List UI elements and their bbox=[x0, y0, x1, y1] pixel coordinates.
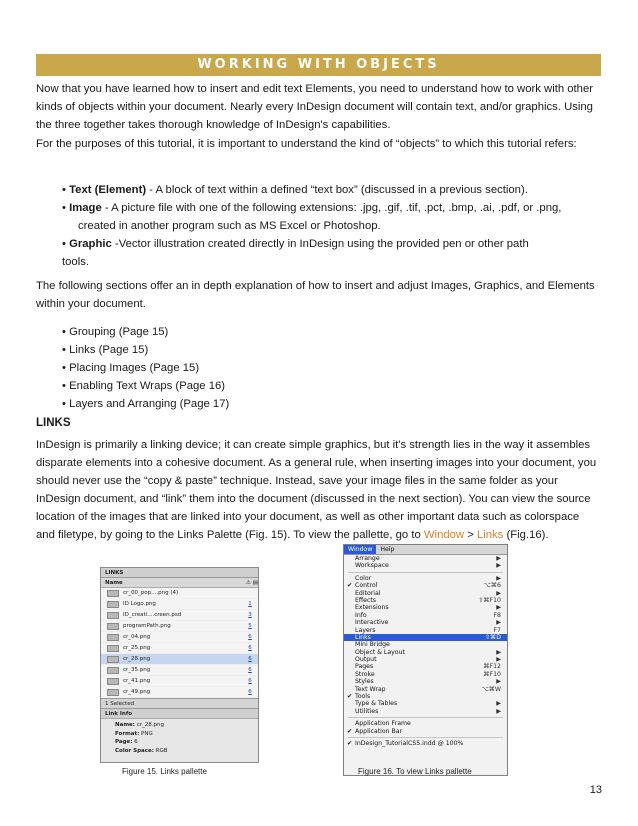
menu-item-shortcut: ⌥⌘6 bbox=[483, 582, 501, 590]
link-page bbox=[242, 588, 258, 598]
menu-item bbox=[344, 619, 507, 626]
link-name: cr_04.png bbox=[123, 634, 151, 640]
image-file-icon bbox=[107, 623, 119, 630]
menu-separator bbox=[348, 715, 503, 718]
menu-item-label: Effects bbox=[355, 596, 377, 604]
link-page: 6 bbox=[248, 689, 252, 695]
link-info-row bbox=[115, 721, 258, 730]
menu-item-shortcut: ⌥⌘W bbox=[481, 685, 501, 693]
menu-item bbox=[344, 728, 507, 735]
link-name: cr_25.png bbox=[123, 645, 151, 651]
menu-item-label: Object & Layout bbox=[355, 648, 405, 656]
link-name: ID Logo.png bbox=[123, 601, 156, 607]
menu-item-label: Workspace bbox=[355, 562, 389, 570]
links-heading: LINKS bbox=[36, 417, 71, 429]
link-page: 6 bbox=[248, 656, 252, 662]
menu-item bbox=[344, 627, 507, 634]
col-name: Name bbox=[105, 580, 123, 586]
menu-item-shortcut: ▶ bbox=[496, 589, 501, 597]
link-page: 5 bbox=[248, 623, 252, 629]
page-number: 13 bbox=[589, 784, 602, 796]
menu-item-label: Editorial bbox=[355, 589, 381, 597]
image-file-icon bbox=[107, 612, 119, 619]
term-image: Image bbox=[69, 202, 102, 214]
figure-15-caption: Figure 15. Links pallette bbox=[122, 767, 207, 776]
link-row bbox=[101, 599, 258, 610]
image-file-icon bbox=[107, 601, 119, 608]
menu-item-label: Styles bbox=[355, 678, 374, 686]
menu-item bbox=[344, 597, 507, 604]
sections-paragraph: The following sections offer an in depth explanation of how to insert and adjust Images, Graphics, and Elements within your document. bbox=[36, 280, 595, 310]
menu-item-label: Pages bbox=[355, 663, 374, 671]
menu-item-label: Utilities bbox=[355, 707, 379, 715]
link-name: cr_00_pop....png (4) bbox=[123, 590, 179, 596]
link-name: ID_creati....creen.psd bbox=[123, 612, 182, 618]
list-item: • Image - A picture file with one of the following extensions: .jpg, .gif, .tif, .pct, .bmp, .ai, .pdf, or .png, bbox=[62, 202, 562, 214]
link-name: cr_28.png bbox=[123, 656, 151, 662]
image-file-icon bbox=[107, 678, 119, 685]
desc-graphic-cont: tools. bbox=[62, 256, 90, 268]
toc-item-text-wraps: • Enabling Text Wraps (Page 16) bbox=[62, 380, 226, 392]
image-file-icon bbox=[107, 634, 119, 641]
links-tail: (Fig.16). bbox=[503, 529, 549, 541]
link-page: 6 bbox=[248, 667, 252, 673]
menu-item-shortcut: ▶ bbox=[496, 555, 501, 562]
menu-item-shortcut: ⌘F10 bbox=[483, 670, 501, 678]
menu-item-shortcut: ⌘F12 bbox=[483, 663, 501, 671]
menu-item bbox=[344, 678, 507, 685]
arrow-text: > bbox=[464, 529, 477, 541]
list-item: • Text (Element) - A block of text within a defined “text box” (discussed in a previous section). bbox=[62, 184, 528, 196]
menubar bbox=[344, 545, 507, 555]
link-row bbox=[101, 588, 258, 599]
link-row bbox=[101, 665, 258, 676]
menu-item-label: Type & Tables bbox=[355, 700, 398, 708]
menu-item-label: Application Bar bbox=[355, 727, 403, 735]
link-name: programPath.png bbox=[123, 623, 171, 629]
image-file-icon bbox=[107, 667, 119, 674]
menu-item-shortcut: ▶ bbox=[496, 619, 501, 627]
link-page: 6 bbox=[248, 645, 252, 651]
term-graphic: Graphic bbox=[69, 238, 112, 250]
menu-item-shortcut: ▶ bbox=[496, 656, 501, 664]
menu-item-label: Stroke bbox=[355, 670, 375, 678]
menu-separator bbox=[348, 735, 503, 738]
col-icons: ⚠ ▤ bbox=[245, 580, 258, 586]
menu-item-label: Application Frame bbox=[355, 720, 411, 728]
link-name: cr_35.png bbox=[123, 667, 151, 673]
link-name: cr_49.png bbox=[123, 689, 151, 695]
palette-column-header bbox=[101, 578, 258, 588]
menu-item bbox=[344, 575, 507, 582]
menu-item bbox=[344, 562, 507, 569]
menu-item-shortcut: ▶ bbox=[496, 707, 501, 715]
menu-item bbox=[344, 708, 507, 715]
menu-item-shortcut: ⇧⌘D bbox=[484, 633, 501, 641]
menu-item bbox=[344, 740, 507, 747]
link-page: 1 bbox=[248, 601, 252, 607]
image-file-icon bbox=[107, 645, 119, 652]
link-name: cr_41.png bbox=[123, 678, 151, 684]
menubar-help: Help bbox=[380, 546, 395, 553]
menu-item bbox=[344, 663, 507, 670]
link-page: 6 bbox=[248, 634, 252, 640]
link-info-row bbox=[115, 738, 258, 747]
toc-item-layers: • Layers and Arranging (Page 17) bbox=[62, 398, 230, 410]
link-row bbox=[101, 654, 258, 665]
link-page: 6 bbox=[248, 678, 252, 684]
image-file-icon bbox=[107, 590, 119, 597]
menu-item-label: Tools bbox=[355, 693, 371, 701]
menu-item bbox=[344, 656, 507, 663]
menu-item bbox=[344, 641, 507, 648]
links-palette-screenshot bbox=[100, 567, 259, 763]
menu-item-shortcut: ▶ bbox=[496, 678, 501, 686]
link-row bbox=[101, 643, 258, 654]
window-menu-screenshot bbox=[343, 544, 508, 776]
object-types-list bbox=[62, 181, 602, 271]
menu-item-label: Interactive bbox=[355, 619, 389, 627]
checkmark-icon: ✔ bbox=[347, 582, 353, 590]
menu-item-label: InDesign_TutorialCS5.indd @ 100% bbox=[355, 739, 464, 747]
menu-item-label: Output bbox=[355, 656, 377, 664]
menubar-window: Window bbox=[344, 545, 376, 554]
toc-item-placing-images: • Placing Images (Page 15) bbox=[62, 362, 200, 374]
menu-item-shortcut: ▶ bbox=[496, 700, 501, 708]
section-toc bbox=[62, 323, 229, 413]
menu-item-shortcut: ▶ bbox=[496, 648, 501, 656]
menu-separator bbox=[348, 570, 503, 573]
link-info bbox=[101, 719, 258, 755]
link-page: 3 bbox=[248, 612, 252, 618]
link-info-row bbox=[115, 730, 258, 739]
info-value: PNG bbox=[139, 730, 153, 737]
section-banner: WORKING WITH OBJECTS bbox=[36, 54, 601, 76]
desc-image-cont: created in another program such as MS Excel or Photoshop. bbox=[78, 220, 381, 232]
link-row bbox=[101, 632, 258, 643]
menu-item-shortcut: F7 bbox=[493, 626, 501, 634]
desc-graphic: -Vector illustration created directly in InDesign using the provided pen or other path bbox=[111, 238, 529, 250]
list-item: • Graphic -Vector illustration created directly in InDesign using the provided pen or other path bbox=[62, 238, 529, 250]
menu-item bbox=[344, 582, 507, 589]
menu-item-shortcut: ⇧⌘F10 bbox=[478, 596, 501, 604]
menu-item bbox=[344, 649, 507, 656]
menu-item-label: Info bbox=[355, 611, 367, 619]
menu-item bbox=[344, 634, 507, 641]
info-value: 6 bbox=[132, 739, 138, 745]
info-value: cr_28.png bbox=[134, 722, 164, 728]
checkmark-icon: ✔ bbox=[347, 739, 353, 747]
link-info-row bbox=[115, 747, 258, 756]
menu-item-shortcut: ▶ bbox=[496, 574, 501, 582]
menu-item bbox=[344, 686, 507, 693]
menu-item bbox=[344, 590, 507, 597]
menu-item bbox=[344, 612, 507, 619]
info-value: RGB bbox=[153, 747, 168, 754]
link-row bbox=[101, 610, 258, 621]
image-file-icon bbox=[107, 656, 119, 663]
checkmark-icon: ✔ bbox=[347, 727, 353, 735]
menu-item-label: Links bbox=[355, 633, 371, 641]
palette-title: LINKS bbox=[101, 568, 258, 578]
info-key: Color Space: bbox=[115, 747, 154, 754]
menu-item-label: Color bbox=[355, 574, 372, 582]
link-row bbox=[101, 621, 258, 632]
links-menu-ref: Links bbox=[476, 529, 504, 541]
menu-item-label: Control bbox=[355, 582, 378, 590]
info-key: Name: bbox=[115, 722, 135, 728]
link-row bbox=[101, 676, 258, 687]
intro-paragraph: Now that you have learned how to insert and edit text Elements, you need to understand how to work with other kinds of objects within your document. Nearly every InDesign document will contain text, and/or graphics. Using the three together takes thorough knowledge of InDesign's capabilities. bbox=[36, 83, 594, 131]
objects-paragraph: For the purposes of this tutorial, it is important to understand the kind of “objects” to which this tutorial refers: bbox=[36, 138, 577, 150]
menu-item-label: Mini Bridge bbox=[355, 641, 390, 649]
menu-item-label: Extensions bbox=[355, 604, 389, 612]
checkmark-icon: ✔ bbox=[347, 693, 353, 701]
link-row bbox=[101, 687, 258, 698]
menu-item bbox=[344, 700, 507, 707]
menu-item bbox=[344, 720, 507, 727]
link-info-header: Link Info bbox=[101, 709, 258, 719]
menu-item-shortcut: F8 bbox=[493, 611, 501, 619]
menu-item-label: Text Wrap bbox=[355, 685, 386, 693]
image-file-icon bbox=[107, 689, 119, 696]
menu-item-shortcut: ▶ bbox=[496, 562, 501, 570]
term-text-element: Text (Element) bbox=[69, 184, 147, 196]
menu-item-label: Arrange bbox=[355, 555, 380, 562]
links-paragraph bbox=[36, 436, 601, 544]
info-key: Page: bbox=[115, 739, 133, 745]
toc-item-links: • Links (Page 15) bbox=[62, 344, 149, 356]
info-key: Format: bbox=[115, 730, 140, 737]
links-text: InDesign is primarily a linking device; it can create simple graphics, but it's strength lies in the way it assembles disparate elements into a cohesive document. As a general rule, when inserting images into your document, you should never use the “copy & paste” technique. Instead, save your image files in the same folder as your InDesign document, and “link” them into the document (discussed in the next section). You can view the source location of the images that are linked into your document, as well as other important data such as colorspace and filetype, by going to the Links Palette (Fig. 15). To view the pallette, go to bbox=[36, 439, 597, 541]
toc-item-grouping: • Grouping (Page 15) bbox=[62, 326, 169, 338]
menu-item bbox=[344, 693, 507, 700]
figure-16-caption: Figure 16. To view Links pallette bbox=[358, 767, 472, 776]
window-menu-ref: Window bbox=[423, 529, 465, 541]
menu-item-shortcut: ▶ bbox=[496, 604, 501, 612]
palette-status: 1 Selected bbox=[101, 698, 258, 709]
menu-item bbox=[344, 604, 507, 611]
menu-item bbox=[344, 555, 507, 562]
desc-image: - A picture file with one of the following extensions: .jpg, .gif, .tif, .pct, .bmp, .ai, .pdf, or .png, bbox=[101, 202, 562, 214]
desc-text-element: - A block of text within a defined “text box” (discussed in a previous section). bbox=[146, 184, 528, 196]
menu-item-label: Layers bbox=[355, 626, 376, 634]
menu-item bbox=[344, 671, 507, 678]
